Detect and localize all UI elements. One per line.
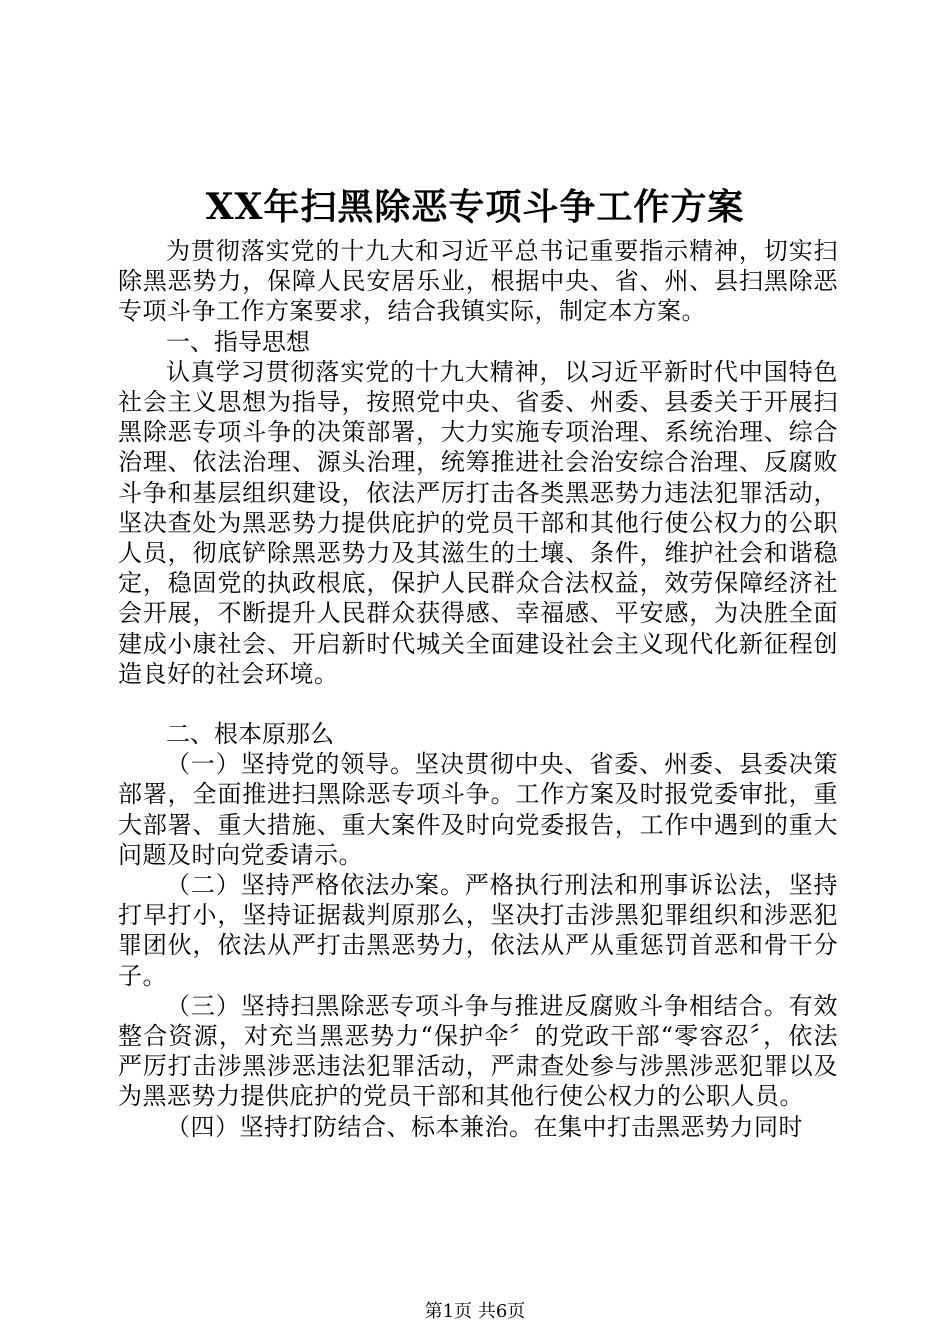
principle-paragraph-2: （二）坚持严格依法办案。严格执行刑法和刑事诉讼法，坚持打早打小，坚持证据裁判原那么，坚决打击涉黑犯罪组织和涉恶犯罪团伙，依法从严打击黑恶势力，依法从严从重惩罚首恶和骨干分子。 (118, 871, 838, 990)
paragraph-gap (118, 689, 838, 719)
page-number-footer: 第1页 共6页 (424, 1301, 526, 1322)
guiding-ideology-paragraph: 认真学习贯彻落实党的十九大精神，以习近平新时代中国特色社会主义思想为指导，按照党中央、省委、州委、县委关于开展扫黑除恶专项斗争的决策部署，大力实施专项治理、系统治理、综合治理、依法治理、源头治理，统筹推进社会治安综合治理、反腐败斗争和基层组织建设，依法严厉打击各类黑恶势力违法犯罪活动，坚决查处为黑恶势力提供庇护的党员干部和其他行使公权力的公职人员，彻底铲除黑恶势力及其滋生的土壤、条件，维护社会和谐稳定，稳固党的执政根底，保护人民群众合法权益，效劳保障经济社会开展，不断提升人民群众获得感、幸福感、平安感，为决胜全面建成小康社会、开启新时代城关全面建设社会主义现代化新征程创造良好的社会环境。 (118, 357, 838, 688)
document-body (118, 236, 838, 1142)
principle-paragraph-3: （三）坚持扫黑除恶专项斗争与推进反腐败斗争相结合。有效整合资源，对充当黑恶势力“保护伞〞的党政干部“零容忍〞，依法严厉打击涉黑涉恶违法犯罪活动，严肃查处参与涉黑涉恶犯罪以及为黑恶势力提供庇护的党员干部和其他行使公权力的公职人员。 (118, 991, 838, 1111)
principle-paragraph-4: （四）坚持打防结合、标本兼治。在集中打击黑恶势力同时 (166, 1112, 803, 1141)
principle-paragraph-1: （一）坚持党的领导。坚决贯彻中央、省委、州委、县委决策部署，全面推进扫黑除恶专项斗争。工作方案及时报党委审批，重大部署、重大措施、重大案件及时向党委报告，工作中遇到的重大问题及时向党委请示。 (118, 750, 838, 869)
section-heading-basic-principles: 二、根本原那么 (166, 720, 334, 749)
intro-paragraph: 为贯彻落实党的十九大和习近平总书记重要指示精神，切实扫除黑恶势力，保障人民安居乐业，根据中央、省、州、县扫黑除恶专项斗争工作方案要求，结合我镇实际，制定本方案。 (118, 237, 838, 326)
section-heading-guiding-ideology: 一、指导思想 (166, 327, 310, 356)
document-title: XX年扫黑除恶专项斗争工作方案 (205, 186, 745, 228)
